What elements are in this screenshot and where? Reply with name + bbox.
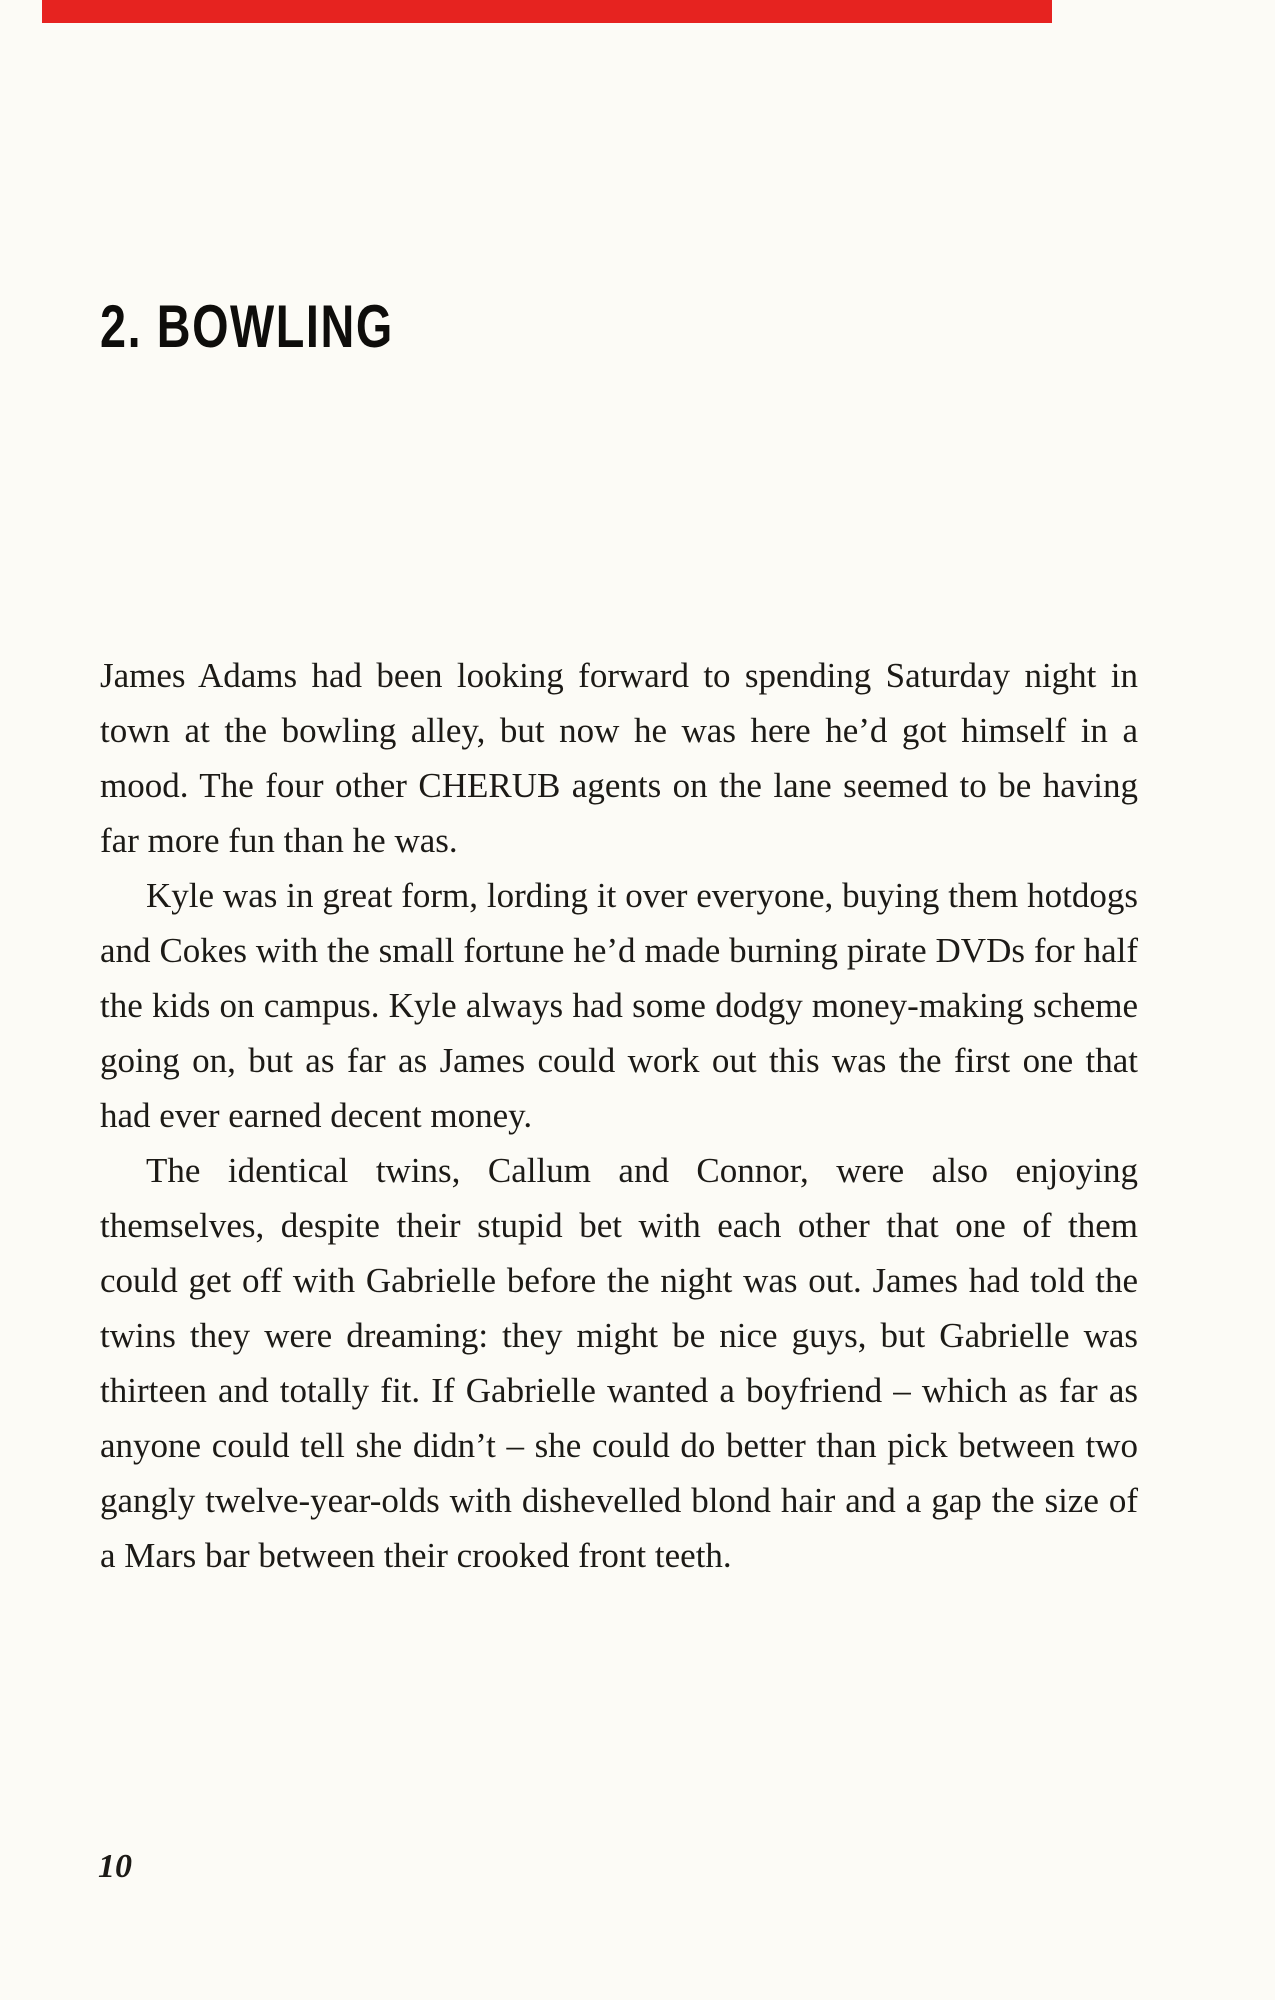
- cover-edge-strip: [42, 0, 1052, 23]
- chapter-heading: 2. BOWLING: [100, 293, 394, 360]
- page-number: 10: [98, 1848, 132, 1885]
- paragraph-3: The identical twins, Callum and Connor, were also enjoying themselves, despite their stupid bet with each other that one of them could get off with Gabrielle before the night was out. James had told the twins they were dreaming: they might be nice guys, but Gabrielle was thirteen and totally fit. If Gabrielle wanted a boyfriend – which as far as anyone could tell she didn’t – she could do better than pick between two gangly twelve-year-olds with dishevelled blond hair and a gap the size of a Mars bar between their crooked front teeth.: [100, 1151, 1138, 1575]
- paragraph-1: James Adams had been looking forward to spending Saturday night in town at the bowling alley, but now he was here he’d got himself in a mood. The four other CHERUB agents on the lane seemed to be having far more fun than he was.: [100, 656, 1138, 860]
- body-text-block: [100, 648, 1138, 1583]
- paragraph-2: Kyle was in great form, lording it over everyone, buying them hotdogs and Cokes with the small fortune he’d made burning pirate DVDs for half the kids on campus. Kyle always had some dodgy money-making scheme going on, but as far as James could work out this was the first one that had ever earned decent money.: [100, 876, 1138, 1135]
